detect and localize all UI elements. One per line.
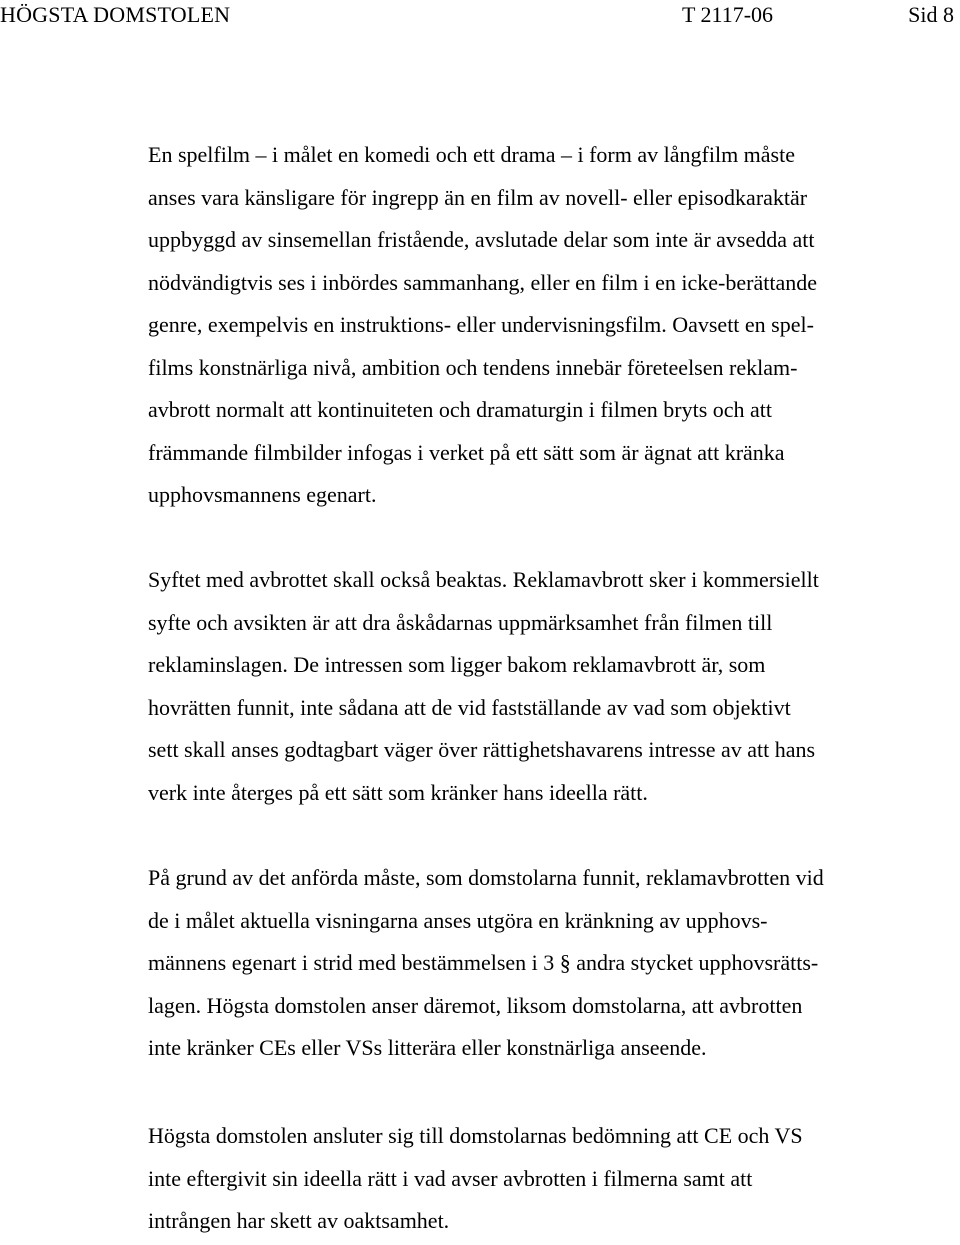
paragraph-text: Högsta domstolen ansluter sig till domstolarnas bedömning att CE och VS inte eftergivit sin ideella rätt i vad avser avbrotten i filmerna samt att intrången har skett av oaktsamhet. — [148, 1123, 803, 1233]
paragraph-text: En spelfilm – i målet en komedi och ett drama – i form av långfilm måste anses vara känsligare för ingrepp än en film av novell- eller episodkaraktär uppbyggd av sinsemellan fristående, avslutade delar som inte är avsedda att nödvändigtvis ses i inbördes sammanhang, eller en film i en icke-berättande genre, exempelvis en instruktions- eller undervisningsfilm. Oavsett en spel- films konstnärliga nivå, ambition och tendens innebär företeelsen reklam- avbrott normalt att kontinuiteten och dramaturgin i filmen bryts och att främmande filmbilder infogas i verket på ett sätt som är ägnat att kränka upphovsmannens egenart. — [148, 142, 817, 507]
paragraph-text: På grund av det anförda måste, som domstolarna funnit, reklamavbrotten vid de i målet aktuella visningarna anses utgöra en kränkning av upphovs- männens egenart i strid med bestämmelsen i 3 § andra stycket upphovsrätts- lagen. Högsta domstolen anser däremot, liksom domstolarna, att avbrotten inte kränker CEs eller VSs litterära eller konstnärliga anseende. — [148, 865, 824, 1060]
page-number: Sid 8 — [908, 2, 954, 27]
paragraph-3 — [148, 857, 960, 1070]
page-header — [0, 0, 960, 30]
paragraph-1 — [148, 134, 960, 517]
court-name: HÖGSTA DOMSTOLEN — [0, 2, 231, 27]
paragraph-text: Syftet med avbrottet skall också beaktas. Reklamavbrott sker i kommersiellt syfte och avsikten är att dra åskådarnas uppmärksamhet från filmen till reklaminslagen. De intressen som ligger bakom reklamavbrott är, som hovrätten funnit, inte sådana att de vid fastställande av vad som objektivt sett skall anses godtagbart väger över rättighetshavarens intresse av att hans verk inte återges på ett sätt som kränker hans ideella rätt. — [148, 567, 819, 805]
case-number: T 2117-06 — [682, 2, 774, 27]
paragraph-2 — [148, 559, 960, 814]
paragraph-4 — [148, 1115, 960, 1243]
